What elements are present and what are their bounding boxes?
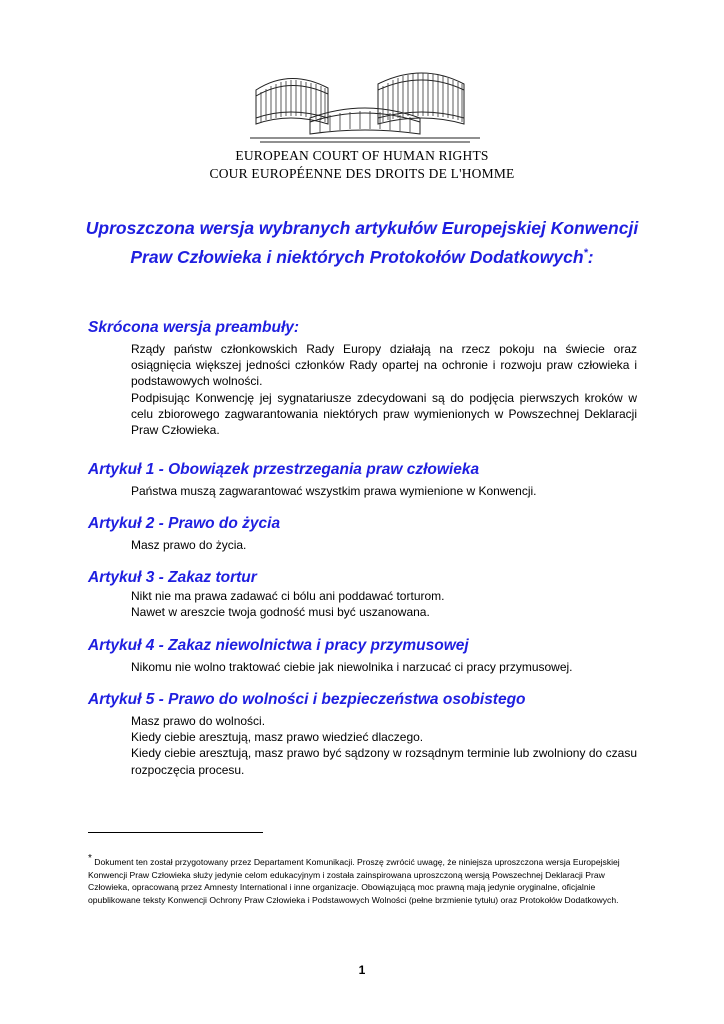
footnote-separator	[88, 832, 263, 833]
article-4-heading: Artykuł 4 - Zakaz niewolnictwa i pracy przymusowej	[88, 637, 469, 654]
title-line-1: Uproszczona wersja wybranych artykułów Europejskiej Konwencji	[85, 218, 639, 238]
footnote-mark: *	[88, 853, 92, 865]
article-line: Kiedy ciebie aresztują, masz prawo być sądzony w rozsądnym terminie lub zwolniony do czasu rozpoczęcia procesu.	[131, 746, 637, 777]
title-footnote-mark: *	[583, 247, 588, 259]
title-tail: :	[587, 246, 594, 267]
court-building-icon	[250, 62, 480, 144]
article-5-heading: Artykuł 5 - Prawo do wolności i bezpieczeństwa osobistego	[88, 691, 526, 708]
preamble-body	[131, 341, 637, 438]
title-line-2	[60, 241, 664, 270]
article-4-body	[131, 659, 637, 675]
article-line: Masz prawo do życia.	[131, 538, 247, 552]
article-2-heading: Artykuł 2 - Prawo do życia	[88, 515, 281, 532]
preamble-paragraph: Podpisując Konwencję jej sygnatariusze zdecydowani są do podjęcia pierwszych kroków w celu zbiorowego zagwarantowania niektórych praw wymienionych w Powszechnej Deklaracji Praw Człowieka.	[131, 390, 637, 438]
court-name-english: EUROPEAN COURT OF HUMAN RIGHTS	[235, 148, 489, 163]
article-3-body	[131, 588, 637, 620]
article-3-heading: Artykuł 3 - Zakaz tortur	[88, 569, 257, 586]
article-line: Nikt nie ma prawa zadawać ci bólu ani poddawać torturom.	[131, 589, 445, 603]
article-line: Nawet w areszcie twoja godność musi być uszanowana.	[131, 605, 430, 620]
preamble-heading: Skrócona wersja preambuły:	[88, 319, 300, 336]
footnote	[88, 853, 648, 906]
article-2-body	[131, 537, 637, 553]
article-line: Państwa muszą zagwarantować wszystkim prawa wymienione w Konwencji.	[131, 484, 537, 498]
footnote-text: Dokument ten został przygotowany przez Departament Komunikacji. Proszę zwrócić uwagę, że niniejsza uproszczona wersja Europejskiej Konwencji Praw Człowieka służy jedynie celom edukacyjnym i została zainspirowana uproszczoną wersją Powszechnej Deklaracji Praw Człowieka, opracowaną przez Amnesty International i inne organizacje. Obowiązującą moc prawną mają jedynie oryginalne, oficjalnie opublikowane teksty Konwencji Ochrony Praw Człowieka i Podstawowych Wolności (pełne brzmienie tytułu) oraz Protokołów Dodatkowych.	[88, 857, 620, 905]
document-title	[60, 216, 664, 270]
preamble-paragraph: Rządy państw członkowskich Rady Europy działają na rzecz pokoju na świecie oraz osiągnięcia większej jedności członków Rady opartej na ochronie i rozwoju praw człowieka i podstawowych wolności.	[131, 342, 637, 389]
article-line: Masz prawo do wolności.	[131, 714, 266, 728]
court-name-french: COUR EUROPÉENNE DES DROITS DE L'HOMME	[209, 166, 515, 181]
article-5-body	[131, 713, 637, 778]
article-line: Kiedy ciebie aresztują, masz prawo wiedzieć dlaczego.	[131, 730, 424, 745]
article-1-body	[131, 483, 637, 499]
article-line: Nikomu nie wolno traktować ciebie jak niewolnika i narzucać ci pracy przymusowej.	[131, 660, 573, 674]
title-line-2-text: Praw Człowieka i niektórych Protokołów Dodatkowych	[130, 246, 584, 267]
article-1-heading: Artykuł 1 - Obowiązek przestrzegania praw człowieka	[88, 461, 480, 478]
page-number: 1	[358, 963, 366, 977]
